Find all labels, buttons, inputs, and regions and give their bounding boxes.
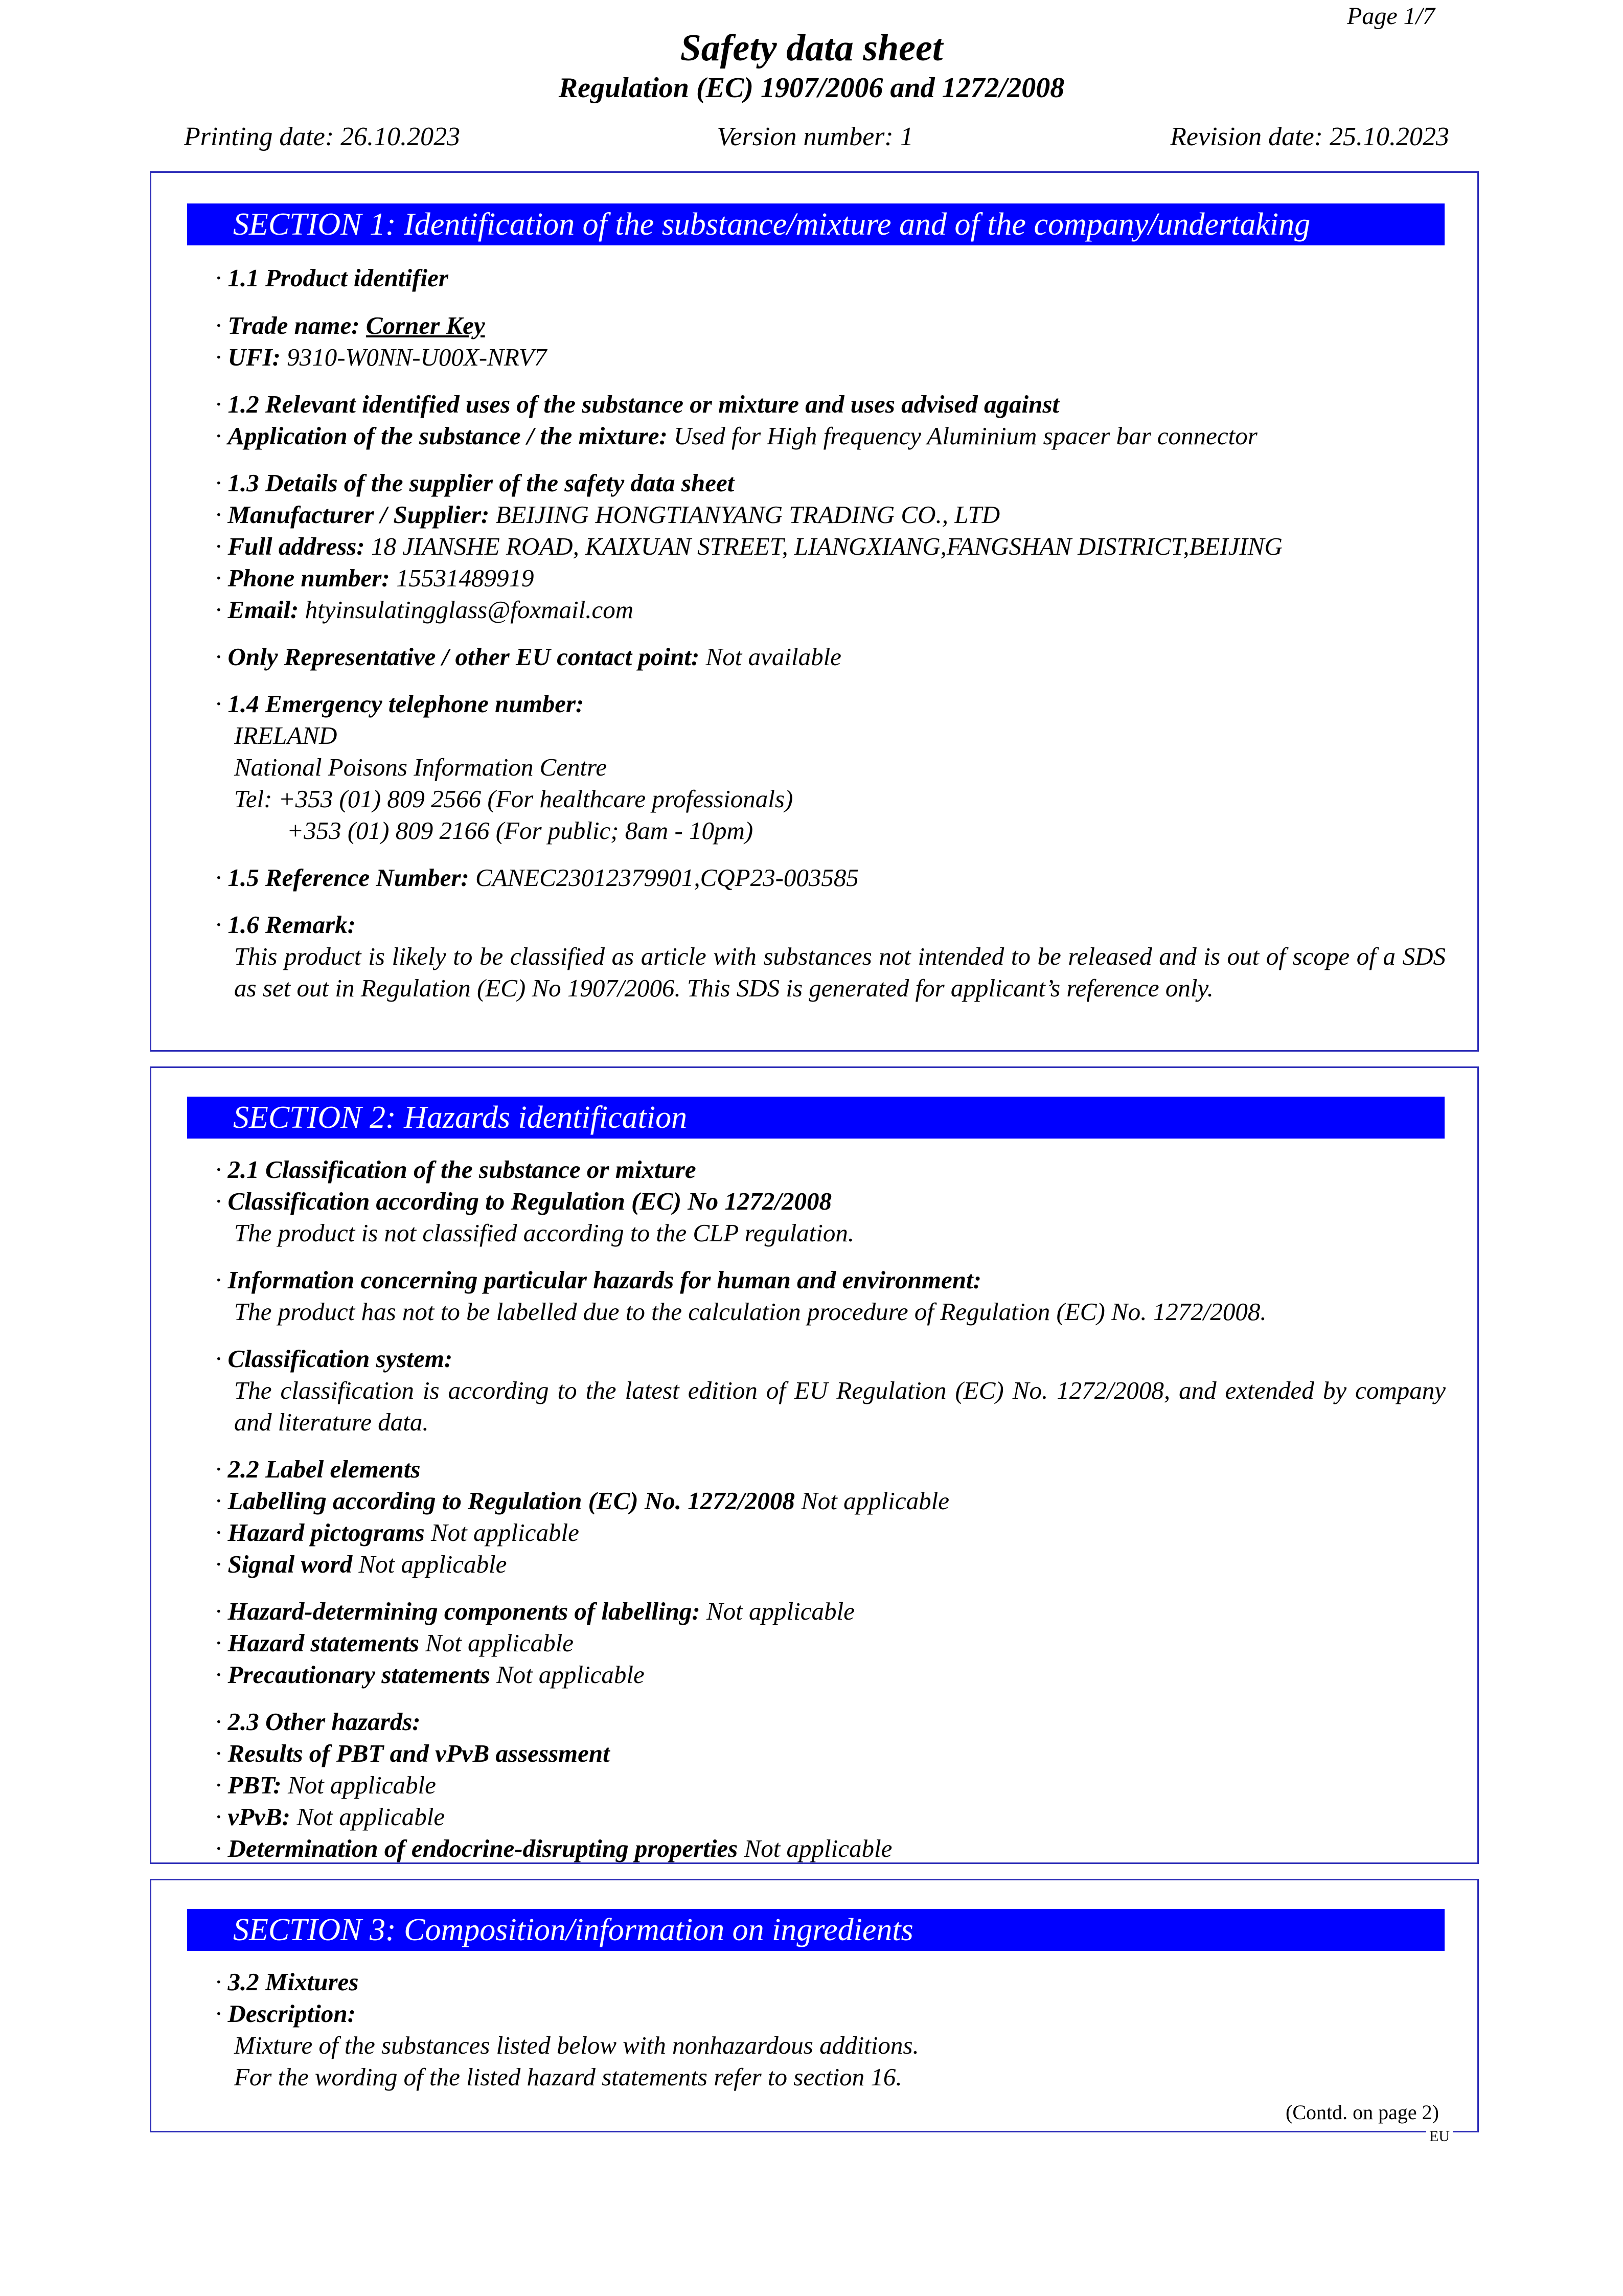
section-1-heading: SECTION 1: Identification of the substance/mixture and of the company/undertaking [187, 203, 1445, 245]
line-precautionary: · Precautionary statements Not applicable [215, 1661, 645, 1689]
line-2-1: · 2.1 Classification of the substance or mixture [215, 1155, 696, 1184]
line-2-2: · 2.2 Label elements [215, 1455, 421, 1483]
trade-name-value: Corner Key [365, 311, 485, 339]
line-representative: · Only Representative / other EU contact point: Not available [215, 643, 841, 671]
line-reference: · 1.5 Reference Number: CANEC23012379901,CQP23-003585 [215, 863, 859, 892]
line-labelling-reg: · Labelling according to Regulation (EC) No. 1272/2008 Not applicable [215, 1487, 949, 1515]
line-2-3: · 2.3 Other hazards: [215, 1708, 421, 1736]
line-info-text: The product has not to be labelled due to the calculation procedure of Regulation (EC) No. 1272/2008. [234, 1298, 1267, 1326]
line-trade-name: · Trade name: Corner Key [215, 311, 485, 339]
line-1-3: · 1.3 Details of the supplier of the safety data sheet [215, 469, 735, 497]
line-application: · Application of the substance / the mixture: Used for High frequency Aluminium spacer bar connector [215, 422, 1258, 450]
line-pbt-results: · Results of PBT and vPvB assessment [215, 1739, 610, 1767]
line-description-1: Mixture of the substances listed below with nonhazardous additions. [234, 2031, 919, 2059]
section-2 [150, 1066, 1479, 1864]
page-number: Page 1/7 [1347, 3, 1435, 30]
line-tel-1: Tel: +353 (01) 809 2566 (For healthcare professionals) [234, 785, 793, 813]
line-hazard-statements: · Hazard statements Not applicable [215, 1629, 574, 1657]
line-hazard-determining: · Hazard-determining components of labelling: Not applicable [215, 1597, 855, 1625]
printing-date: Printing date: 26.10.2023 [184, 122, 461, 151]
continued-note: (Contd. on page 2) [1286, 2101, 1439, 2124]
document-subtitle: Regulation (EC) 1907/2006 and 1272/2008 [558, 72, 1065, 104]
line-address: · Full address: 18 JIANSHE ROAD, KAIXUAN STREET, LIANGXIANG,FANGSHAN DISTRICT,BEIJING [215, 532, 1283, 560]
line-signal-word: · Signal word Not applicable [215, 1550, 507, 1578]
line-ireland: IRELAND [234, 721, 337, 749]
line-system-label: · Classification system: [215, 1345, 453, 1373]
revision-date: Revision date: 25.10.2023 [1170, 122, 1449, 151]
version-number: Version number: 1 [717, 122, 913, 151]
line-npic: National Poisons Information Centre [234, 753, 607, 781]
line-vpvb: · vPvB: Not applicable [215, 1803, 445, 1831]
line-classification-text: The product is not classified according to the CLP regulation. [234, 1219, 855, 1247]
system-text: The classification is according to the latest edition of EU Regulation (EC) No. 1272/2008, and extended by company and literature data. [234, 1376, 1446, 1436]
section-1 [150, 171, 1479, 1052]
line-classification-reg: · Classification according to Regulation (EC) No 1272/2008 [215, 1187, 832, 1215]
remark-text: This product is likely to be classified as article with substances not intended to be released and is out of scope of a SDS as set out in Regulation (EC) No 1907/2006. This SDS is generated for applicant’s reference only. [234, 942, 1446, 1002]
section-3 [150, 1879, 1479, 2145]
line-manufacturer: · Manufacturer / Supplier: BEIJING HONGTIANYANG TRADING CO., LTD [215, 501, 1000, 529]
line-endocrine: · Determination of endocrine-disrupting properties Not applicable [215, 1834, 893, 1862]
line-description-2: For the wording of the listed hazard statements refer to section 16. [234, 2063, 902, 2091]
line-description: · Description: [215, 1999, 356, 2028]
document-meta [184, 122, 1449, 152]
line-1-6: · 1.6 Remark: [215, 911, 356, 939]
document-title: Safety data sheet [680, 27, 943, 69]
line-tel-2: +353 (01) 809 2166 (For public; 8am - 10pm) [287, 816, 753, 845]
line-pbt: · PBT: Not applicable [215, 1771, 436, 1799]
line-1-4: · 1.4 Emergency telephone number: [215, 690, 584, 718]
line-1-1: · 1.1 Product identifier [215, 264, 448, 292]
line-1-2: · 1.2 Relevant identified uses of the substance or mixture and uses advised against [215, 390, 1060, 418]
line-3-2: · 3.2 Mixtures [215, 1968, 359, 1996]
line-phone: · Phone number: 15531489919 [215, 564, 534, 592]
line-ufi: · UFI: 9310-W0NN-U00X-NRV7 [215, 343, 547, 371]
eu-mark: EU [1426, 2128, 1453, 2145]
section-3-heading: SECTION 3: Composition/information on ingredients [187, 1909, 1445, 1951]
line-pictograms: · Hazard pictograms Not applicable [215, 1518, 579, 1547]
line-email: · Email: htyinsulatingglass@foxmail.com [215, 596, 634, 624]
section-2-heading: SECTION 2: Hazards identification [187, 1097, 1445, 1139]
line-info-label: · Information concerning particular hazards for human and environment: [215, 1266, 981, 1294]
